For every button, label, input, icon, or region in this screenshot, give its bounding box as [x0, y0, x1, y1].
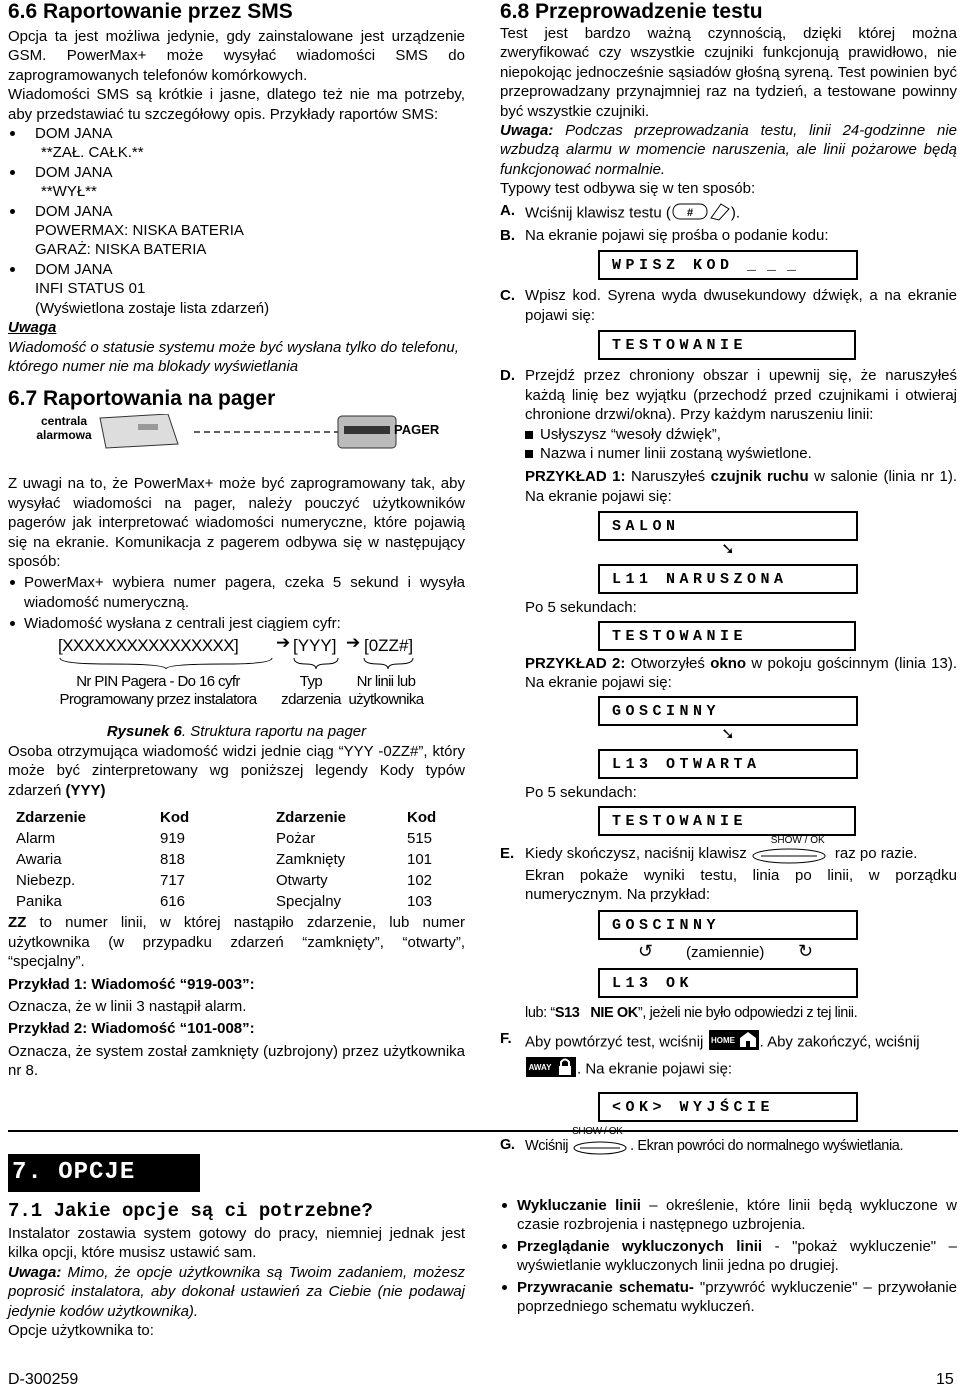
home-key-icon — [708, 1029, 760, 1056]
step-g: G. Wciśnij . Ekran powróci do normalnego wyświetlania. — [500, 1136, 957, 1156]
pager-diagram-graphic — [98, 414, 398, 450]
test-intro: Test jest bardzo ważną czynnością, dzięki której można zweryfikować czy wszystkie czujniki funkcjonują prawidłowo, nie niepokojąc jednocześnie sąsiadów głośną syreną. Test powinien być przeprowadzany przynajmniej raz na tydzień, a testowane powinny być wszystkie czujniki. — [500, 25, 957, 120]
panel-label: centrala alarmowa — [36, 414, 92, 443]
step-d: D. Przejdź przez chroniony obszar i upewnij się, że naruszyłeś każdą linię bez wyjątku (przechodź przed czujnikami i otwieraj chronione drzwi/okna). Przy każdym naruszeniu linii: — [500, 367, 957, 424]
panel-display — [138, 424, 158, 430]
options-intro: Instalator zostawia system gotowy do pracy, niemniej jednak jest kilka opcji, które musisz ustawić sam. — [8, 1225, 465, 1262]
sms-example: DOM JANA INFI STATUS 01 (Wyświetlona zostaje lista zdarzeń) — [8, 260, 465, 318]
pager-legend-text: Osoba otrzymująca wiadomość widzi jednie ciąg “YYY -0ZZ#”, który może być zinterpretowany wg poniższej legendy Kody typów zdarzeń (YYY) — [8, 742, 465, 799]
step-b: B. Na ekranie pojawi się prośba o podanie kodu: — [500, 227, 829, 245]
document-id: D-300259 — [8, 1371, 79, 1388]
lcd-l13-ok: L13 OK — [598, 968, 858, 998]
step-f: F. Aby powtórzyć test, wciśnij HOME . Aby zakończyć, wciśnij AWAY . Na ekranie pojawi się: — [500, 1029, 957, 1084]
table-row: Awaria 818 Zamknięty 101 — [16, 850, 433, 868]
list-item: Przeglądanie wykluczonych linii - "pokaż wykluczenie" – wyświetlanie wykluczonych linii jedna po drugiej. — [500, 1237, 957, 1276]
sms-example: DOM JANA POWERMAX: NISKA BATERIA GARAŻ: NISKA BATERIA — [8, 202, 465, 260]
section-6-6-title: 6.6 Raportowanie przez SMS — [8, 0, 293, 23]
list-item: Wykluczanie linii – określenie, które linii będą wykluczone w czasie rozbrojenia i następnego uzbrojenia. — [500, 1196, 957, 1235]
line-seq: [0ZZ#] — [364, 635, 414, 655]
pager-structure — [8, 632, 465, 716]
table-row: Alarm 919 Pożar 515 — [16, 829, 433, 847]
test-key-icon — [671, 201, 731, 226]
pin-seq: [XXXXXXXXXXXXXXXX] — [58, 635, 239, 655]
pager-step: PowerMax+ wybiera numer pagera, czeka 5 sekund i wysyła wiadomość numeryczną. — [8, 573, 465, 612]
step-d-list — [525, 425, 957, 464]
table-header: Zdarzenie Kod Zdarzenie Kod — [16, 808, 437, 826]
table-row: Panika 616 Specjalny 103 — [16, 892, 433, 910]
svg-text:AWAY: AWAY — [528, 1063, 552, 1073]
list-item: Nazwa i numer linii zostaną wyświetlone. — [525, 444, 957, 463]
example-1: PRZYKŁAD 1: Naruszyłeś czujnik ruchu w salonie (linia nr 1). Na ekranie pojawi się: — [525, 468, 957, 505]
lcd-exit: <OK> WYJŚCIE — [598, 1092, 858, 1122]
svg-text:HOME: HOME — [710, 1036, 735, 1045]
after-5s: Po 5 sekundach: — [525, 784, 637, 802]
line-label: Nr linii lub użytkownika — [348, 672, 424, 708]
braces — [58, 656, 428, 670]
sms-note: Wiadomość o statusie systemu może być wysłana tylko do telefonu, którego numer nie ma blokady wyświetlania — [8, 338, 459, 375]
lcd-testing: TESTOWANIE — [598, 330, 856, 360]
lcd-goscinny: GOSCINNY — [598, 696, 858, 726]
section-7-left — [8, 1200, 465, 1340]
arrow-icon: ➔ — [276, 632, 291, 652]
away-key-icon — [525, 1056, 577, 1083]
pager-example-2-text: Oznacza, że system został zamknięty (uzbrojony) przez użytkownika nr 8. — [8, 1042, 465, 1080]
lcd-l11: L11 NARUSZONA — [598, 564, 858, 594]
cycle-right-icon: ↻ — [798, 940, 814, 961]
figure-caption: Rysunek 6. Struktura raportu na pager — [106, 722, 367, 740]
chapter-7-title: 7. OPCJE — [8, 1154, 200, 1192]
pager-intro: Z uwagi na to, że PowerMax+ może być zaprogramowany tak, aby wysyłać wiadomości na pager, należy pouczyć użytkowników pagerów jak interpretować wiadomości numeryczne, które pojawią się na ekranie. Komunikacja z pagerem odbywa się w następujący sposób: — [8, 475, 465, 570]
example-2: PRZYKŁAD 2: Otworzyłeś okno w pokoju gościnnym (linia 13). Na ekranie pojawi się: — [525, 654, 957, 691]
cycle-left-icon: ↺ — [638, 940, 654, 961]
event-type-label: Typ zdarzenia — [281, 672, 341, 708]
svg-text:#: # — [686, 206, 693, 219]
table-row: Niebezp. 717 Otwarty 102 — [16, 871, 433, 889]
sms-desc: Wiadomości SMS są krótkie i jasne, dlatego też nie ma potrzeby, aby przedstawiać tu szczegółowy opis. Przykłady raportów SMS: — [8, 86, 465, 123]
pager-example-1-title: Przykład 1: Wiadomość “919-003”: — [8, 976, 255, 994]
alternately-label: (zamiennie) — [686, 943, 765, 961]
pin-label: Nr PIN Pagera - Do 16 cyfr Programowany przez instalatora — [59, 672, 257, 708]
pager-label: PAGER — [394, 422, 440, 438]
step-e: E. Kiedy skończysz, naciśnij klawisz SHOW / OK raz po razie. — [500, 844, 957, 864]
arrow-icon: ➔ — [346, 632, 361, 652]
test-note: Uwaga: Podczas przeprowadzania testu, linii 24-godzinne nie wzbudzą alarmu w momencie naruszenia, ale linii pożarowe będą funkcjonować normalnie. — [500, 122, 957, 178]
alternate-row — [598, 940, 858, 964]
section-6-7-title: 6.7 Raportowania na pager — [8, 387, 276, 411]
sms-example: DOM JANA **ZAŁ. CAŁK.** — [8, 124, 465, 163]
after-5s: Po 5 sekundach: — [525, 599, 637, 617]
list-item: Usłyszysz “wesoły dźwięk”, — [525, 425, 957, 444]
left-column — [8, 0, 465, 1080]
sms-examples — [8, 124, 465, 318]
right-column — [500, 0, 957, 1156]
pager-screen — [344, 426, 390, 434]
pager-step: Wiadomość wysłana z centrali jest ciągiem cyfr: — [8, 614, 465, 633]
section-divider — [8, 1130, 958, 1132]
step-a: A. Wciśnij klawisz testu ( # ). — [500, 201, 957, 226]
event-seq: [YYY] — [293, 635, 337, 655]
arrow-down-icon: ➘ — [721, 726, 735, 744]
test-typical: Typowy test odbywa się w ten sposób: — [500, 180, 756, 198]
page-number: 15 — [936, 1371, 954, 1388]
sms-intro: Opcja ta jest możliwa jedynie, gdy zainstalowane jest urządzenie GSM. PowerMax+ może wysyłać wiadomości SMS do zaprogramowanych telefonów komórkowych. — [8, 28, 465, 84]
show-ok-key-icon: SHOW / OK — [747, 844, 831, 864]
options-list-intro: Opcje użytkownika to: — [8, 1322, 154, 1340]
no-response-note: lub: “S13 NIE OK”, jeżeli nie było odpowiedzi z tej linii. — [525, 1004, 858, 1021]
sms-note-label: Uwaga — [8, 319, 57, 337]
pager-diagram — [8, 414, 465, 474]
lcd-testing: TESTOWANIE — [598, 806, 856, 836]
step-e-desc: Ekran pokaże wyniki testu, linia po linii, w porządku numerycznym. Na przykład: — [525, 866, 957, 904]
lcd-l13: L13 OTWARTA — [598, 749, 858, 779]
section-6-8-title: 6.8 Przeprowadzenie testu — [500, 0, 763, 23]
lcd-salon: SALON — [598, 511, 858, 541]
pager-example-1-text: Oznacza, że w linii 3 nastąpił alarm. — [8, 997, 247, 1015]
pager-example-2-title: Przykład 2: Wiadomość “101-008”: — [8, 1020, 255, 1038]
list-item: Przywracanie schematu- "przywróć wykluczenie" – przywołanie poprzedniego schematu wykluczeń. — [500, 1278, 957, 1317]
lcd-enter-code: WPISZ KOD _ _ _ — [598, 250, 858, 280]
arrow-down-icon: ➘ — [721, 541, 735, 559]
zz-desc: ZZ to numer linii, w której nastąpiło zdarzenie, lub numer użytkownika (w przypadku zdarzeń “zamknięty”, “otwarty”, “specjalny”. — [8, 914, 465, 970]
step-c: C. Wpisz kod. Syrena wyda dwusekundowy dźwięk, a na ekranie pojawi się: — [500, 287, 957, 324]
section-7-1-title: 7.1 Jakie opcje są ci potrzebne? — [8, 1200, 373, 1222]
lcd-goscinny-2: GOSCINNY — [598, 910, 858, 940]
pager-steps — [8, 573, 465, 633]
lcd-testing: TESTOWANIE — [598, 621, 856, 651]
options-list — [500, 1196, 957, 1316]
event-codes-table — [16, 807, 463, 912]
options-note: Uwaga: Mimo, że opcje użytkownika są Twoim zadaniem, możesz poprosić instalatora, aby dokonał ustawień za Ciebie (nie podawaj jedynie kodów użytkownika). — [8, 1263, 465, 1320]
sms-example: DOM JANA **WYŁ** — [8, 163, 465, 202]
show-ok-key-icon — [568, 1136, 630, 1156]
section-7-right — [500, 1196, 957, 1316]
alarm-panel-icon — [100, 414, 178, 448]
